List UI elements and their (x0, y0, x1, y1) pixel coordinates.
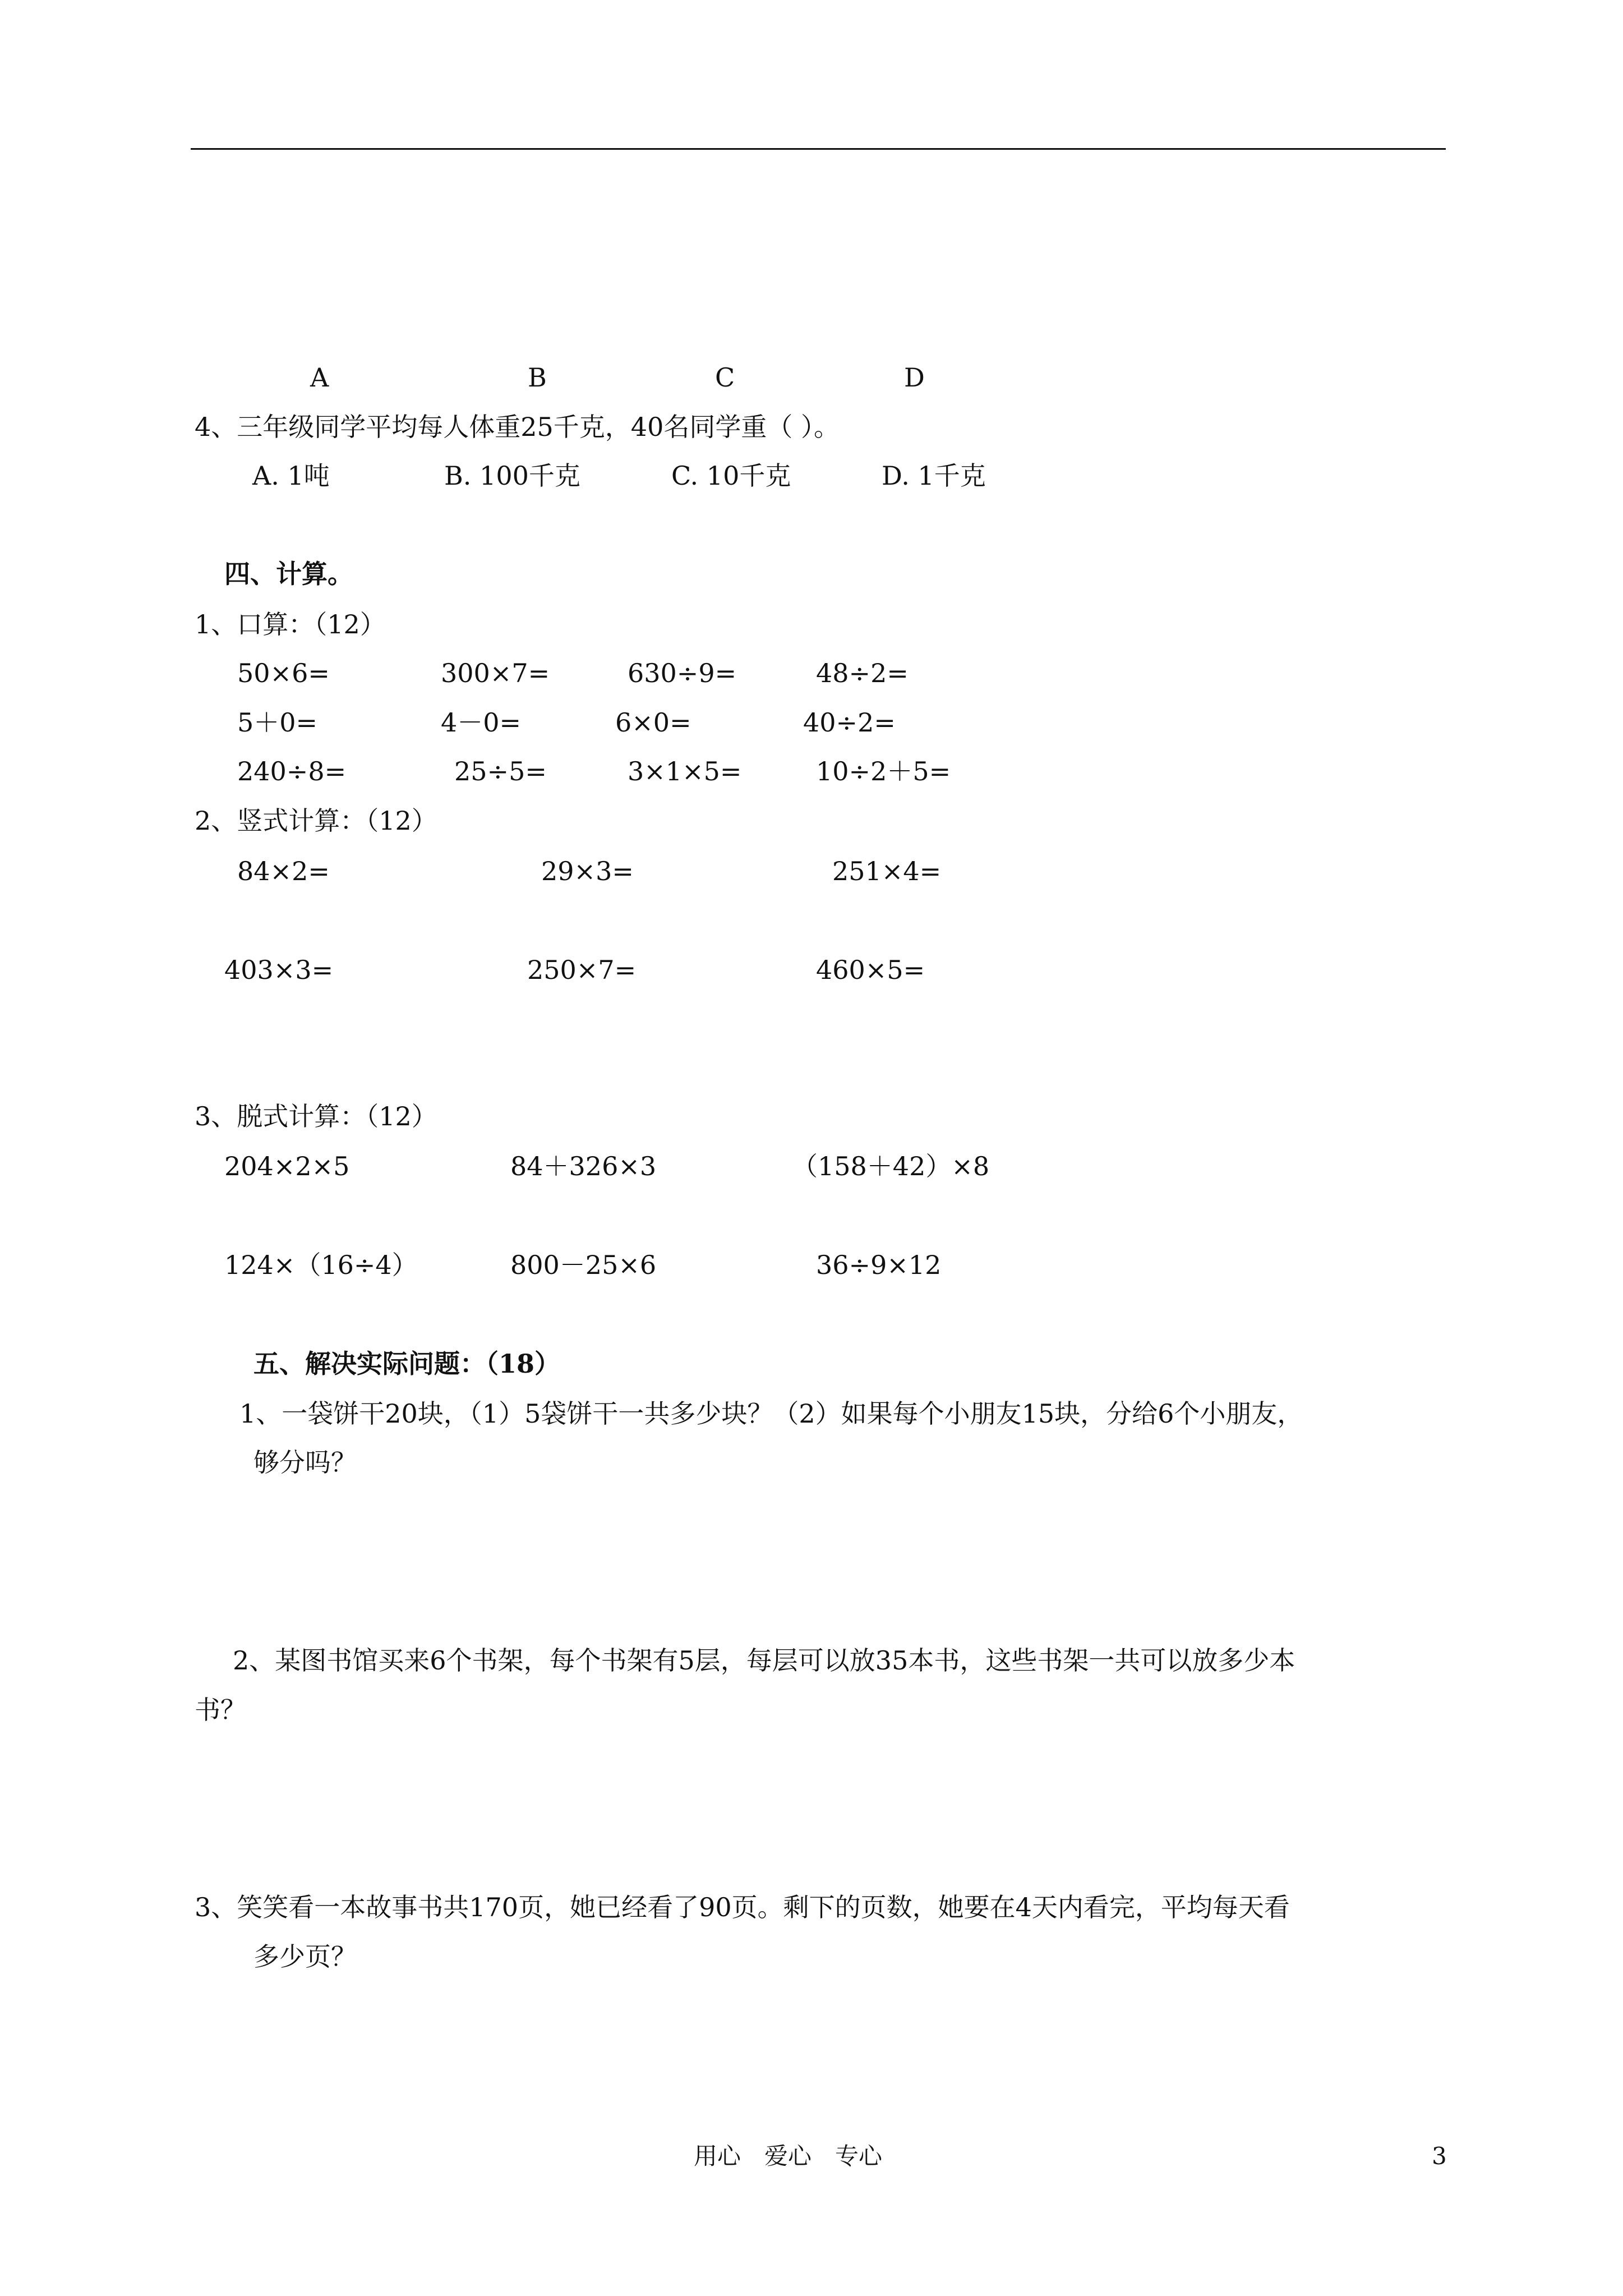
vertical-item: 403×3= (224, 955, 334, 985)
vertical-item: 460×5= (816, 955, 925, 985)
stepwise-item: 800－25×6 (510, 1250, 657, 1280)
oral-item: 3×1×5= (628, 756, 742, 786)
section-4-title: 四、计算。 (224, 559, 353, 589)
option-label-a: A (310, 362, 329, 393)
oral-item: 5＋0= (237, 707, 318, 738)
header-rule (191, 148, 1446, 150)
oral-item: 4－0= (441, 707, 522, 738)
option-label-b: B (528, 362, 547, 393)
q4-option-a: A. 1吨 (252, 461, 330, 491)
problem-2-line-1: 2、某图书馆买来6个书架，每个书架有5层，每层可以放35本书，这些书架一共可以放多少本 (233, 1645, 1295, 1676)
option-label-d: D (904, 362, 925, 393)
oral-calc-label: 1、口算：（12） (195, 609, 386, 639)
oral-item: 50×6= (237, 658, 330, 688)
oral-item: 630÷9= (628, 658, 737, 688)
vertical-item: 84×2= (237, 856, 330, 886)
stepwise-item: （158＋42）×8 (792, 1151, 990, 1181)
stepwise-calc-label: 3、脱式计算：（12） (195, 1101, 437, 1131)
problem-1-line-2: 够分吗？ (253, 1447, 357, 1478)
problem-2-line-2: 书？ (195, 1695, 246, 1725)
option-label-c: C (715, 362, 735, 393)
question-4: 4、三年级同学平均每人体重25千克，40名同学重（ ）。 (195, 412, 840, 442)
q4-option-c: C. 10千克 (671, 461, 791, 491)
vertical-item: 251×4= (832, 856, 942, 886)
oral-item: 10÷2＋5= (816, 756, 951, 786)
oral-item: 40÷2= (803, 707, 896, 738)
oral-item: 25÷5= (454, 756, 547, 786)
oral-item: 6×0= (615, 707, 691, 738)
section-5-title: 五、解决实际问题：（18） (253, 1349, 561, 1379)
q4-option-b: B. 100千克 (444, 461, 580, 491)
vertical-calc-label: 2、竖式计算：（12） (195, 806, 437, 836)
page-number: 3 (1432, 2142, 1447, 2170)
footer-motto: 用心 爱心 专心 (694, 2142, 883, 2170)
oral-item: 240÷8= (237, 756, 347, 786)
stepwise-item: 124×（16÷4） (224, 1250, 418, 1280)
q4-option-d: D. 1千克 (882, 461, 986, 491)
stepwise-item: 204×2×5 (224, 1151, 350, 1181)
stepwise-item: 84＋326×3 (510, 1151, 657, 1181)
problem-3-line-2: 多少页？ (253, 1941, 357, 1972)
vertical-item: 29×3= (541, 856, 634, 886)
problem-1-line-1: 1、一袋饼干20块，（1）5袋饼干一共多少块？（2）如果每个小朋友15块，分给6个小朋友， (239, 1398, 1303, 1429)
problem-3-line-1: 3、笑笑看一本故事书共170页，她已经看了90页。剩下的页数，她要在4天内看完，平均每天看 (195, 1892, 1290, 1922)
stepwise-item: 36÷9×12 (816, 1250, 942, 1280)
oral-item: 48÷2= (816, 658, 909, 688)
vertical-item: 250×7= (527, 955, 637, 985)
oral-item: 300×7= (441, 658, 550, 688)
